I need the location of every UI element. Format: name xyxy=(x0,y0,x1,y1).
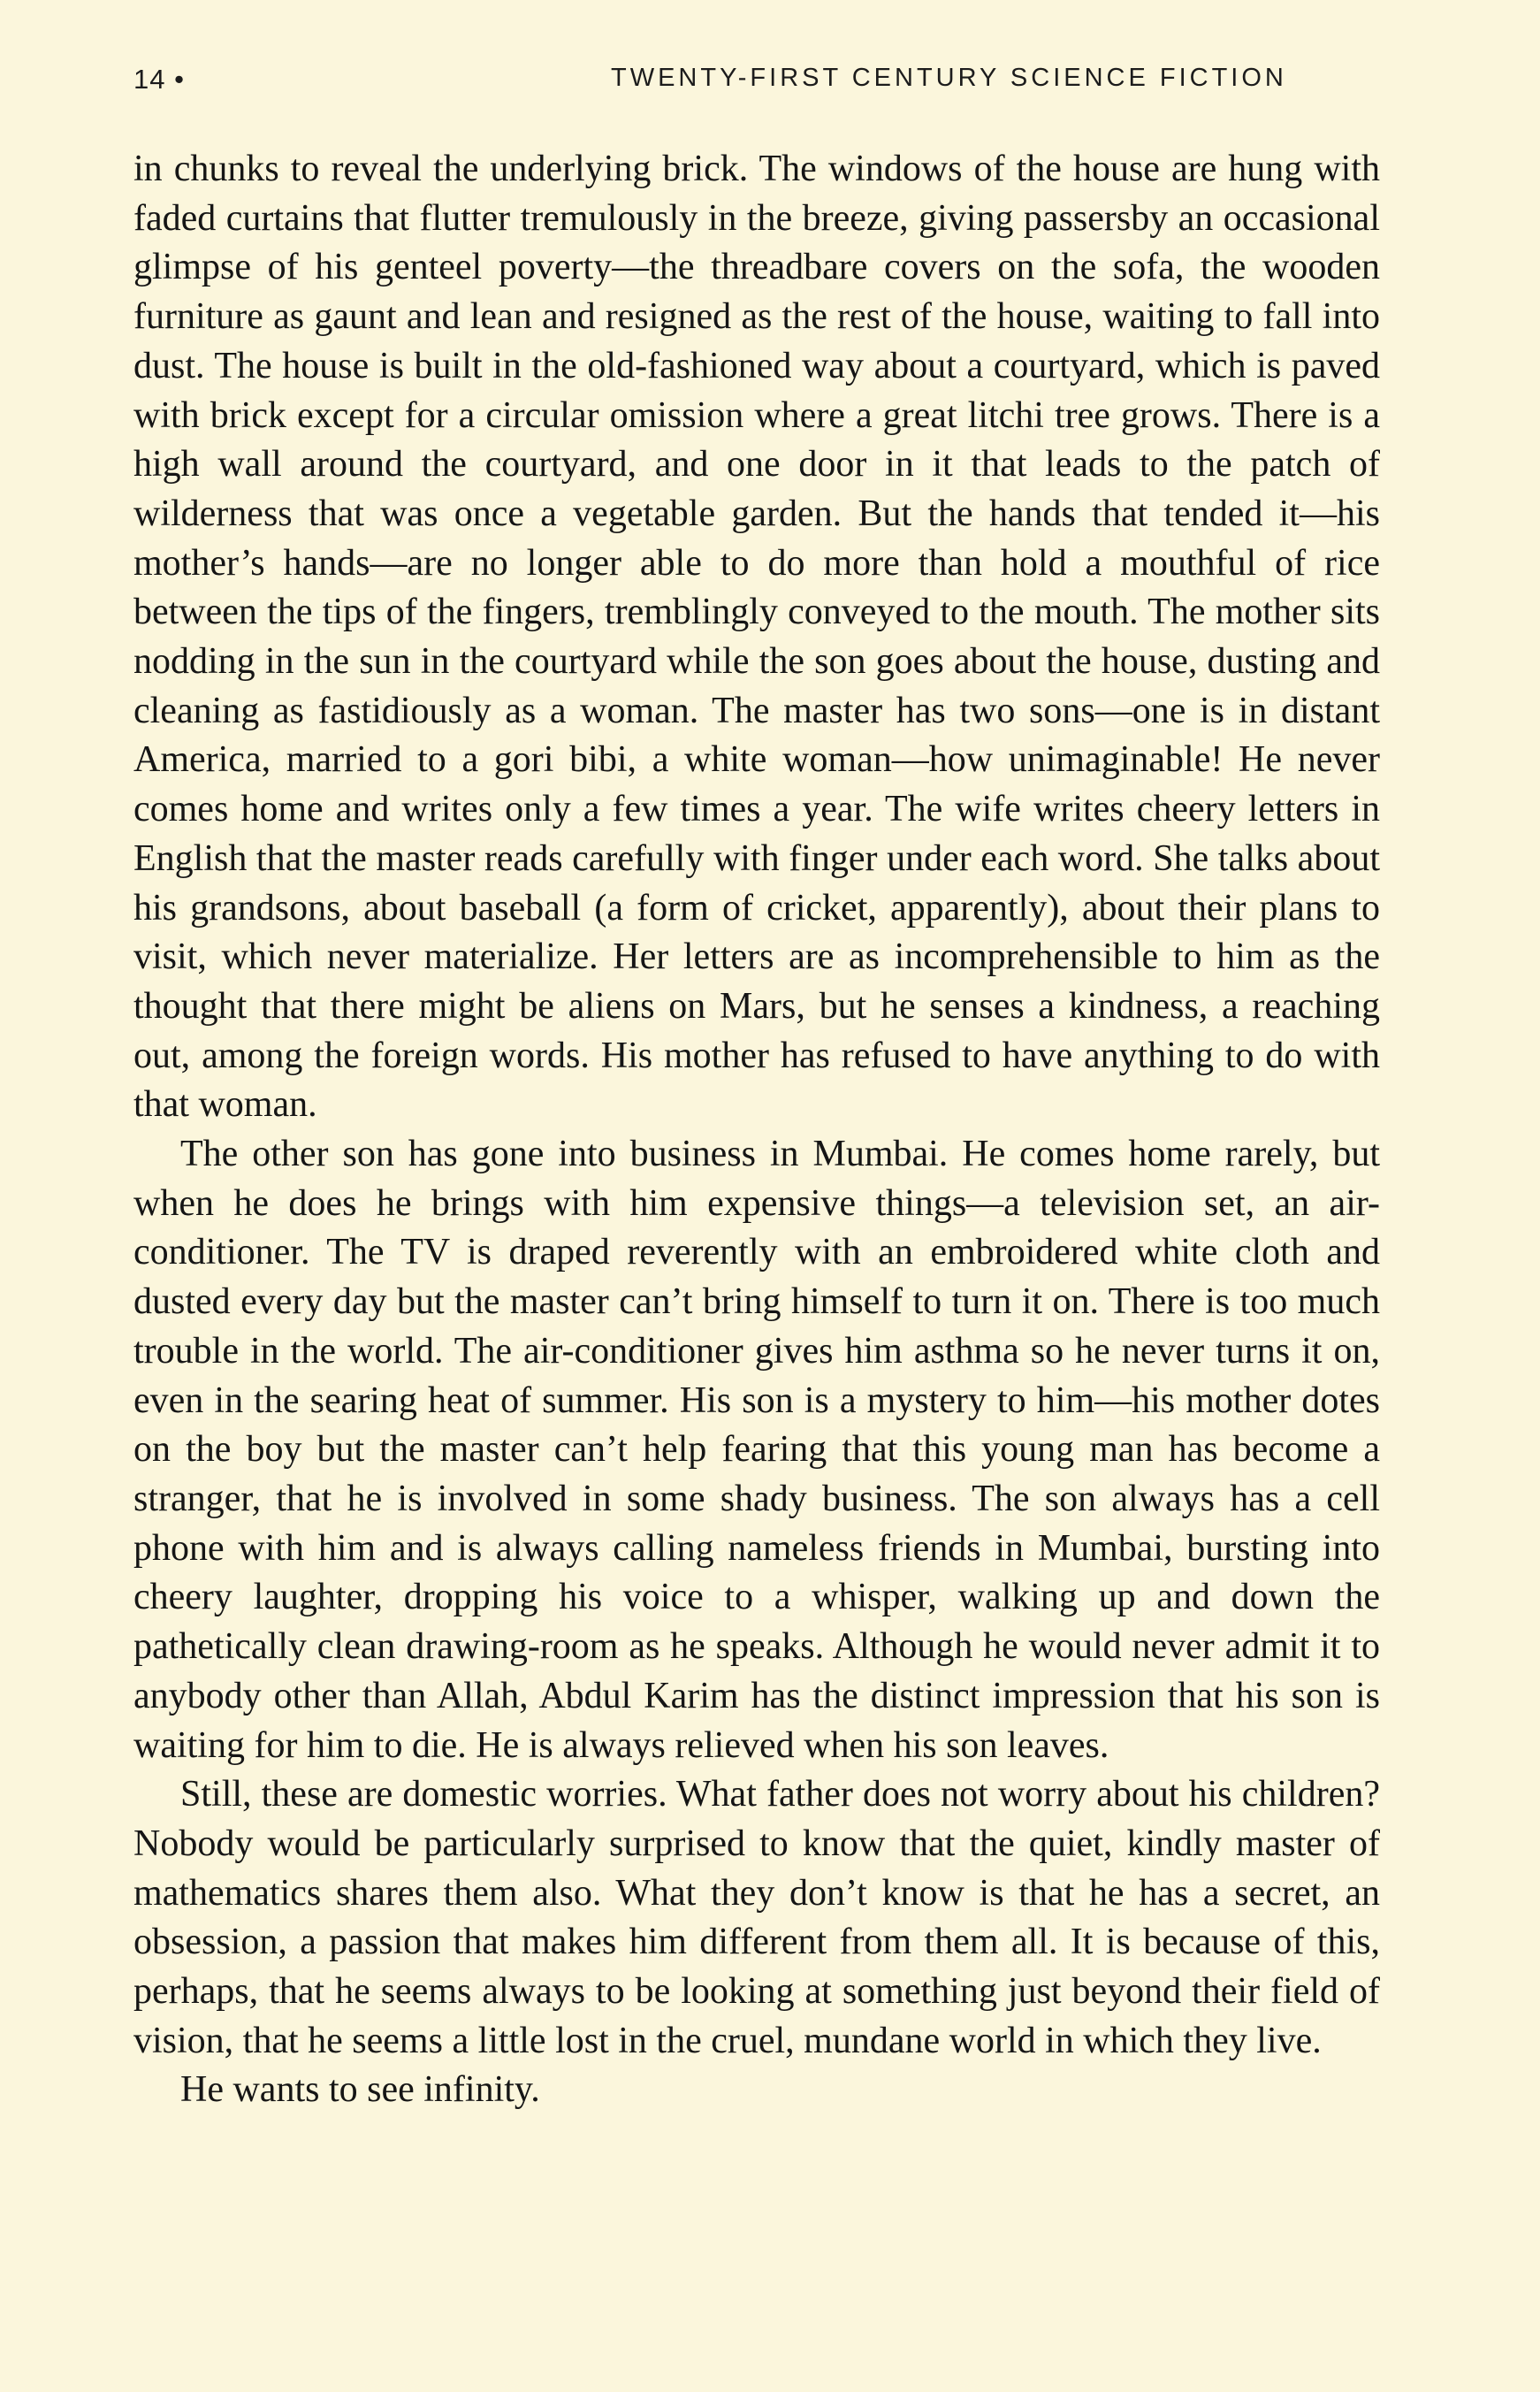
body-text xyxy=(133,145,1380,2115)
paragraph: He wants to see infinity. xyxy=(180,2069,540,2111)
running-head xyxy=(133,64,1380,108)
running-title: TWENTY-FIRST CENTURY SCIENCE FICTION xyxy=(611,64,1287,92)
paragraph: The other son has gone into business in Mumbai. He comes home rarely, but when he does he brings with him expensive things—a television set, an air-conditioner. The TV is draped reverently with an embroidered white cloth and dusted every day but the master can’t bring himself to turn it on. There is too much trouble in the world. The air-conditioner gives him asthma so he never turns it on, even in the searing heat of summer. His son is a mystery to him—his mother dotes on the boy but the master can’t help fearing that this young man has become a stranger, that he is involved in some shady business. The son always has a cell phone with him and is always calling nameless friends in Mumbai, bursting into cheery laughter, dropping his voice to a whisper, walking up and down the pathetically clean drawing-room as he speaks. Although he would never admit it to anybody other than Allah, Abdul Karim has the distinct impression that his son is waiting for him to die. He is always relieved when his son leaves. xyxy=(133,1134,1380,1766)
page-number: 14 • xyxy=(133,64,185,95)
paragraph-continued: in chunks to reveal the underlying brick. The windows of the house are hung with faded curtains that flutter tremulously in the breeze, giving passersby an occasional glimpse of his genteel poverty—the threadbare covers on the sofa, the wooden furniture as gaunt and lean and resigned as the rest of the house, waiting to fall into dust. The house is built in the old-fashioned way about a courtyard, which is paved with brick except for a circular omission where a great litchi tree grows. There is a high wall around the courtyard, and one door in it that leads to the patch of wilderness that was once a vegetable garden. But the hands that tended it—his mother’s hands—are no longer able to do more than hold a mouthful of rice between the tips of the fingers, tremblingly conveyed to the mouth. The mother sits nodding in the sun in the courtyard while the son goes about the house, dusting and cleaning as fastidiously as a woman. The master has two sons—one is in distant America, married to a gori bibi, a white woman—how unimaginable! He never comes home and writes only a few times a year. The wife writes cheery letters in English that the master reads carefully with finger under each word. She talks about his grandsons, about baseball (a form of cricket, apparently), about their plans to visit, which never materialize. Her letters are as incomprehensible to him as the thought that there might be aliens on Mars, but he senses a kindness, a reaching out, among the foreign words. His mother has refused to have anything to do with that woman. xyxy=(133,149,1380,1126)
paragraph: Still, these are domestic worries. What father does not worry about his children? Nobody would be particularly surprised to know that the quiet, kindly master of mathematics shares them also. What they don’t know is that he has a secret, an obsession, a passion that makes him different from them all. It is because of this, perhaps, that he seems always to be looking at something just beyond their field of vision, that he seems a little lost in the cruel, mundane world in which they live. xyxy=(133,1774,1380,2061)
